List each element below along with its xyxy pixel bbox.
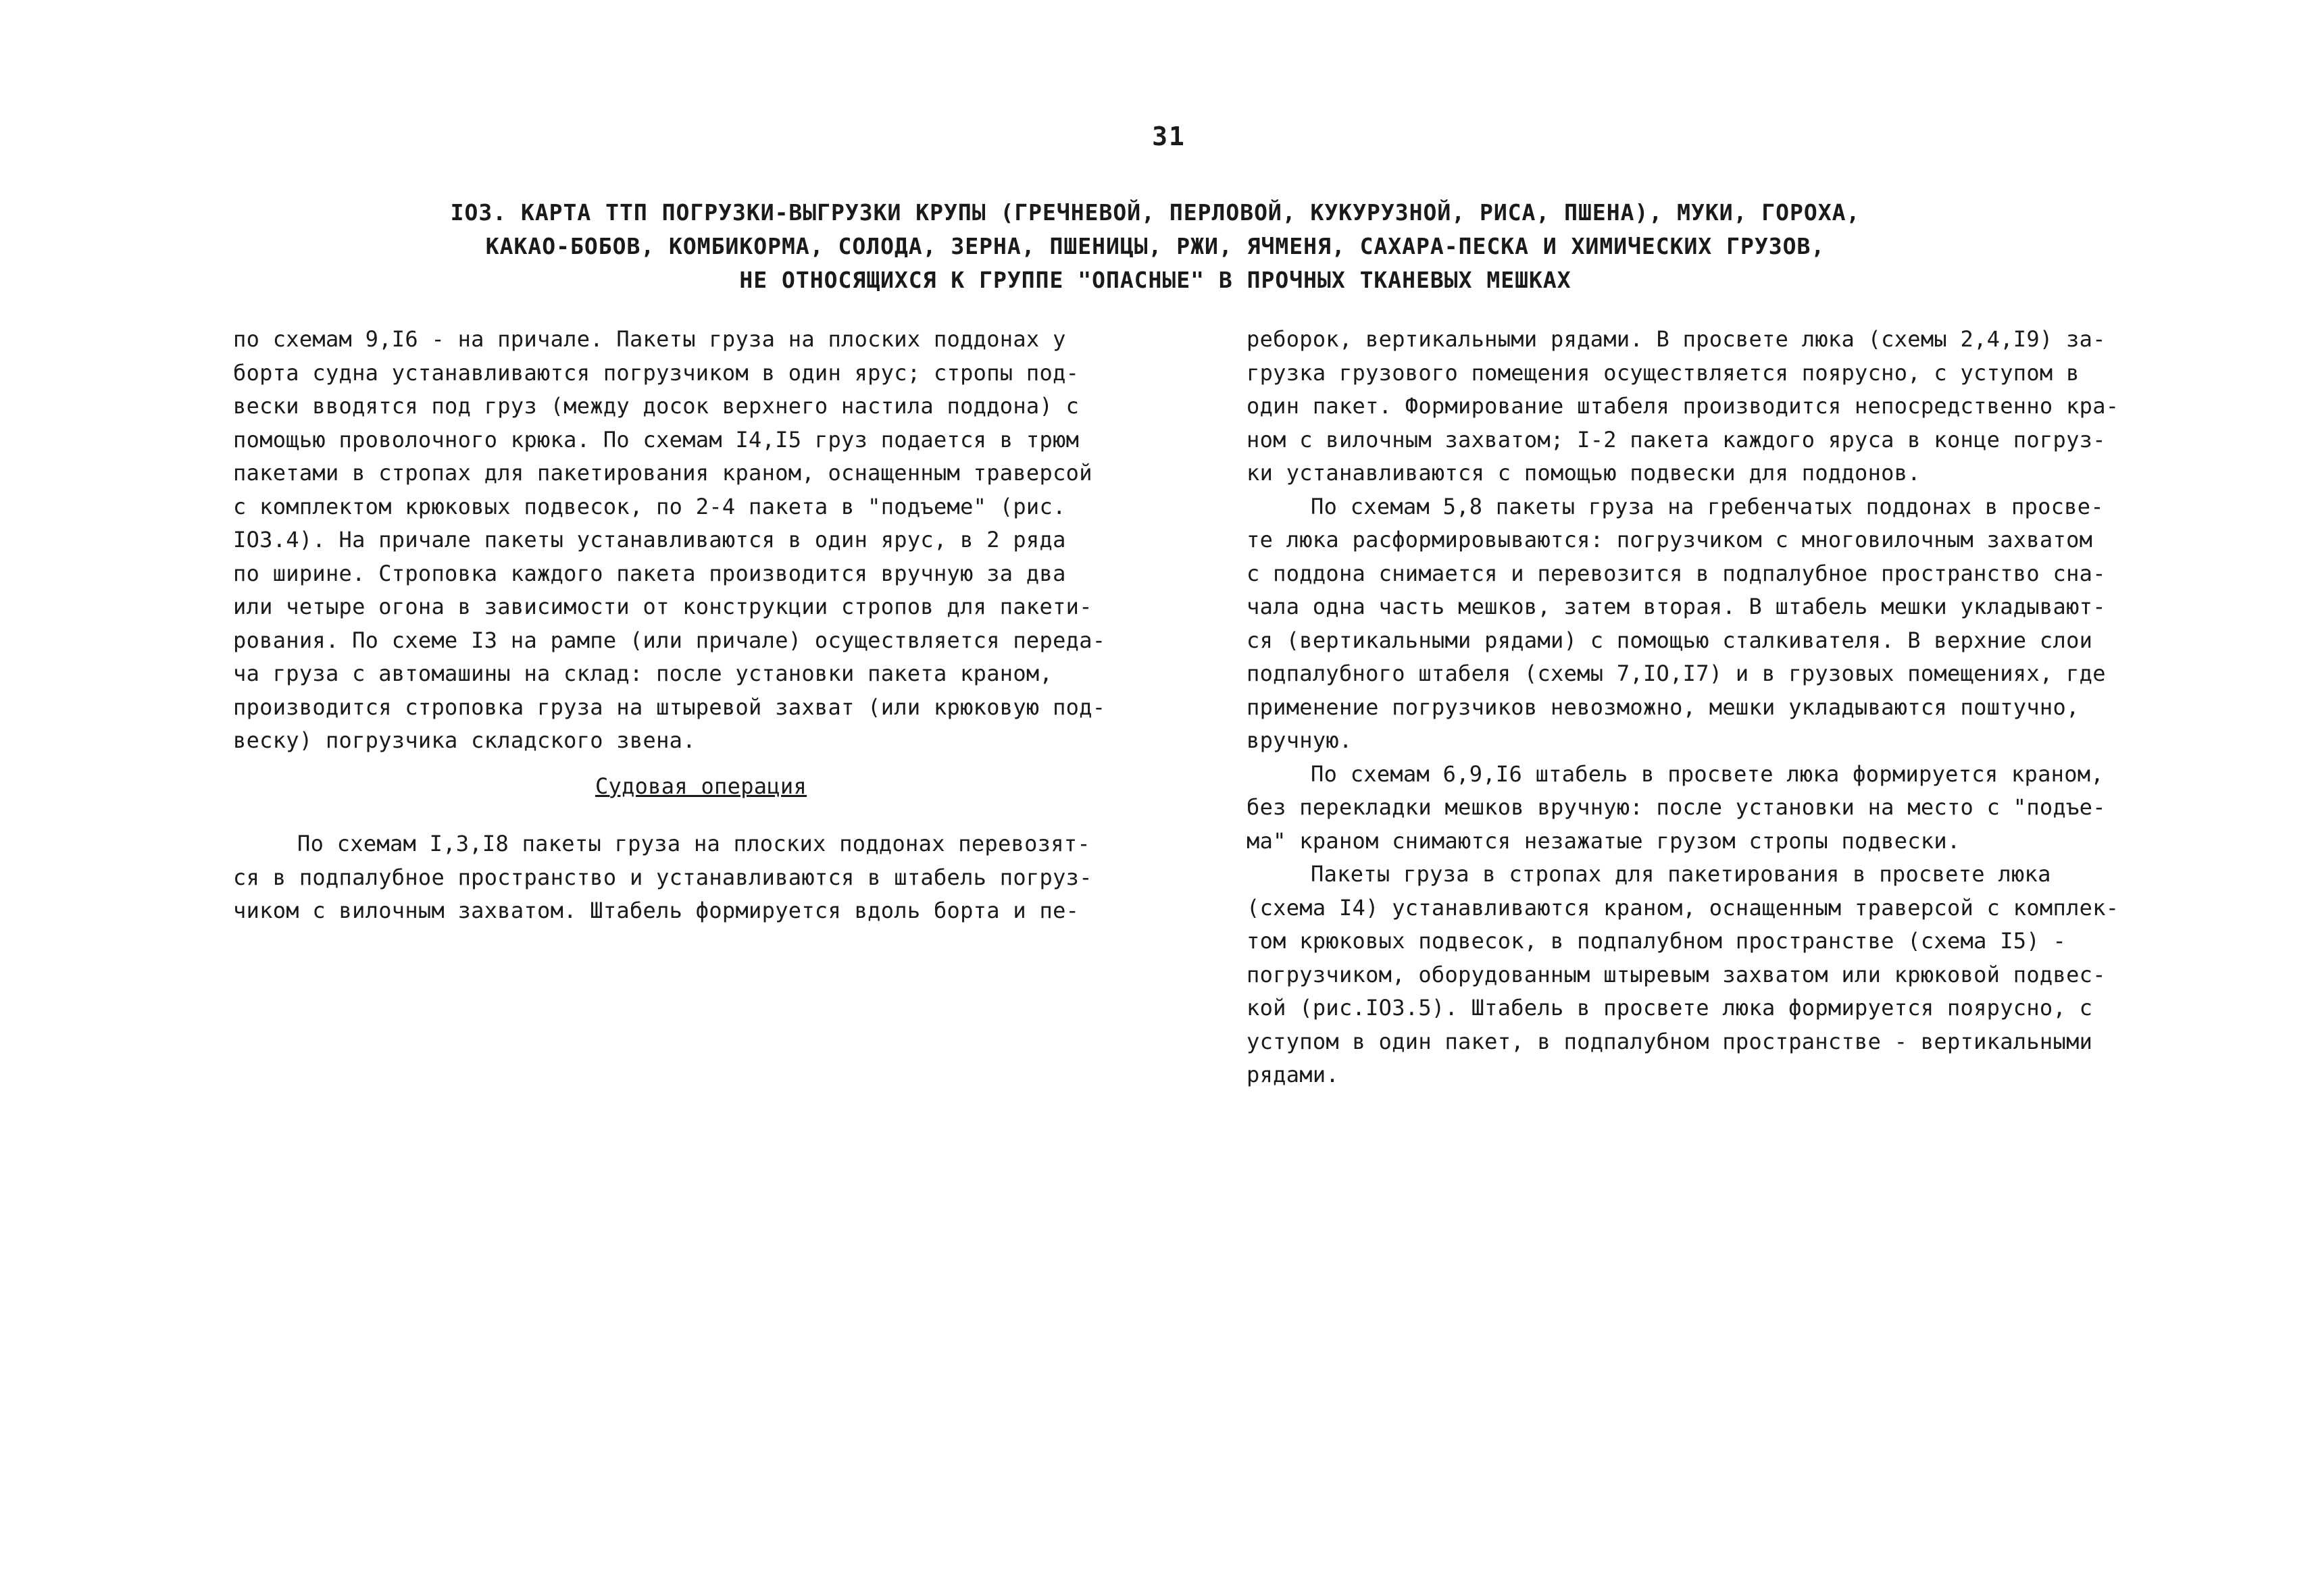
text-line: те люка расформировываются: погрузчиком с многовилочным захватом	[1247, 527, 2093, 552]
text-line: вески вводятся под груз (между досок верхнего настила поддона) с	[233, 393, 1080, 419]
text-line: или четыре огона в зависимости от конструкции стропов для пакети-	[233, 594, 1092, 619]
text-line: по ширине. Строповка каждого пакета производится вручную за два	[233, 560, 1066, 586]
title-line: НЕ ОТНОСЯЩИХСЯ К ГРУППЕ "ОПАСНЫЕ" В ПРОЧНЫХ ТКАНЕВЫХ МЕШКАХ	[739, 267, 1571, 293]
text-line: том крюковых подвесок, в подпалубном пространстве (схема I5) -	[1247, 928, 2067, 954]
text-line: помощью проволочного крюка. По схемам I4,I5 груз подается в трюм	[233, 426, 1080, 453]
text-line: без перекладки мешков вручную: после установки на место с "подъе-	[1247, 794, 2106, 820]
text-line: По схемам 5,8 пакеты груза на гребенчатых поддонах в просве-	[1311, 493, 2104, 519]
title-line: IO3. КАРТА ТТП ПОГРУЗКИ-ВЫГРУЗКИ КРУПЫ (ГРЕЧНЕВОЙ, ПЕРЛОВОЙ, КУКУРУЗНОЙ, РИСА, ПШЕНА), МУКИ, ГОРОХА,	[450, 199, 1861, 226]
text-line: по схемам 9,I6 - на причале. Пакеты груза на плоских поддонах у	[233, 326, 1066, 352]
text-line: По схемам I,3,I8 пакеты груза на плоских поддонах перевозят-	[297, 831, 1090, 856]
paragraph	[1247, 758, 2175, 858]
text-line: погрузчиком, оборудованным штыревым захватом или крюковой подвес-	[1247, 961, 2106, 987]
text-line: подпалубного штабеля (схемы 7,IO,I7) и в грузовых помещениях, где	[1247, 661, 2106, 686]
text-line: Пакеты груза в стропах для пакетирования в просвете люка	[1311, 861, 2051, 887]
text-line: ки устанавливаются с помощью подвески для поддонов.	[1247, 460, 1921, 486]
paragraph	[1247, 323, 2175, 490]
text-line: вручную.	[1247, 727, 1353, 753]
text-line: (схема I4) устанавливаются краном, оснащенным траверсой с комплек-	[1247, 894, 2119, 921]
text-line: ся в подпалубное пространство и устанавливаются в штабель погруз-	[233, 864, 1092, 890]
text-line: борта судна устанавливаются погрузчиком в один ярус; стропы под-	[233, 359, 1080, 386]
right-column	[1247, 323, 2175, 1092]
section-subheading: Судовая операция	[595, 773, 807, 799]
text-line: чиком с вилочным захватом. Штабель формируется вдоль борта и пе-	[233, 898, 1080, 923]
left-column	[233, 323, 1169, 928]
text-line: чала одна часть мешков, затем вторая. В штабель мешки укладывают-	[1247, 594, 2106, 619]
text-line: применение погрузчиков невозможно, мешки укладываются поштучно,	[1247, 694, 2080, 720]
text-line: один пакет. Формирование штабеля производится непосредственно кра-	[1247, 393, 2119, 419]
text-line: веску) погрузчика складского звена.	[233, 727, 696, 753]
paragraph	[233, 323, 1169, 758]
title-line: КАКАО-БОБОВ, КОМБИКОРМА, СОЛОДА, ЗЕРНА, ПШЕНИЦЫ, РЖИ, ЯЧМЕНЯ, САХАРА-ПЕСКА И ХИМИЧЕСКИХ ГРУЗОВ,	[485, 233, 1826, 259]
text-line: грузка грузового помещения осуществляется поярусно, с уступом в	[1247, 359, 2080, 386]
text-line: реборок, вертикальными рядами. В просвете люка (схемы 2,4,I9) за-	[1247, 326, 2106, 352]
text-line: По схемам 6,9,I6 штабель в просвете люка формируется краном,	[1311, 761, 2104, 787]
text-line: пакетами в стропах для пакетирования краном, оснащенным траверсой	[233, 460, 1092, 486]
paragraph	[1247, 858, 2175, 1092]
text-line: рядами.	[1247, 1062, 1339, 1087]
text-line: с поддона снимается и перевозится в подпалубное пространство сна-	[1247, 560, 2106, 586]
text-line: уступом в один пакет, в подпалубном пространстве - вертикальными	[1247, 1028, 2093, 1054]
text-line: ча груза с автомашины на склад: после установки пакета краном,	[233, 661, 1053, 686]
text-line: ном с вилочным захватом; I-2 пакета каждого яруса в конце погруз-	[1247, 426, 2106, 453]
text-line: ся (вертикальными рядами) с помощью сталкивателя. В верхние слои	[1247, 627, 2093, 653]
paragraph	[1247, 490, 2175, 758]
paragraph	[233, 827, 1169, 928]
page-number: 31	[1152, 122, 1186, 151]
text-line: кой (рис.IO3.5). Штабель в просвете люка формируется поярусно, с	[1247, 995, 2093, 1021]
text-line: ма" краном снимаются незажатые грузом стропы подвески.	[1247, 827, 1961, 854]
text-line: IO3.4). На причале пакеты устанавливаются в один ярус, в 2 ряда	[233, 527, 1066, 552]
text-line: производится строповка груза на штыревой захват (или крюковую под-	[233, 694, 1106, 720]
document-title	[432, 196, 1878, 297]
text-line: рования. По схеме I3 на рампе (или причале) осуществляется переда-	[233, 627, 1106, 653]
text-line: с комплектом крюковых подвесок, по 2-4 пакета в "подъеме" (рис.	[233, 493, 1066, 519]
